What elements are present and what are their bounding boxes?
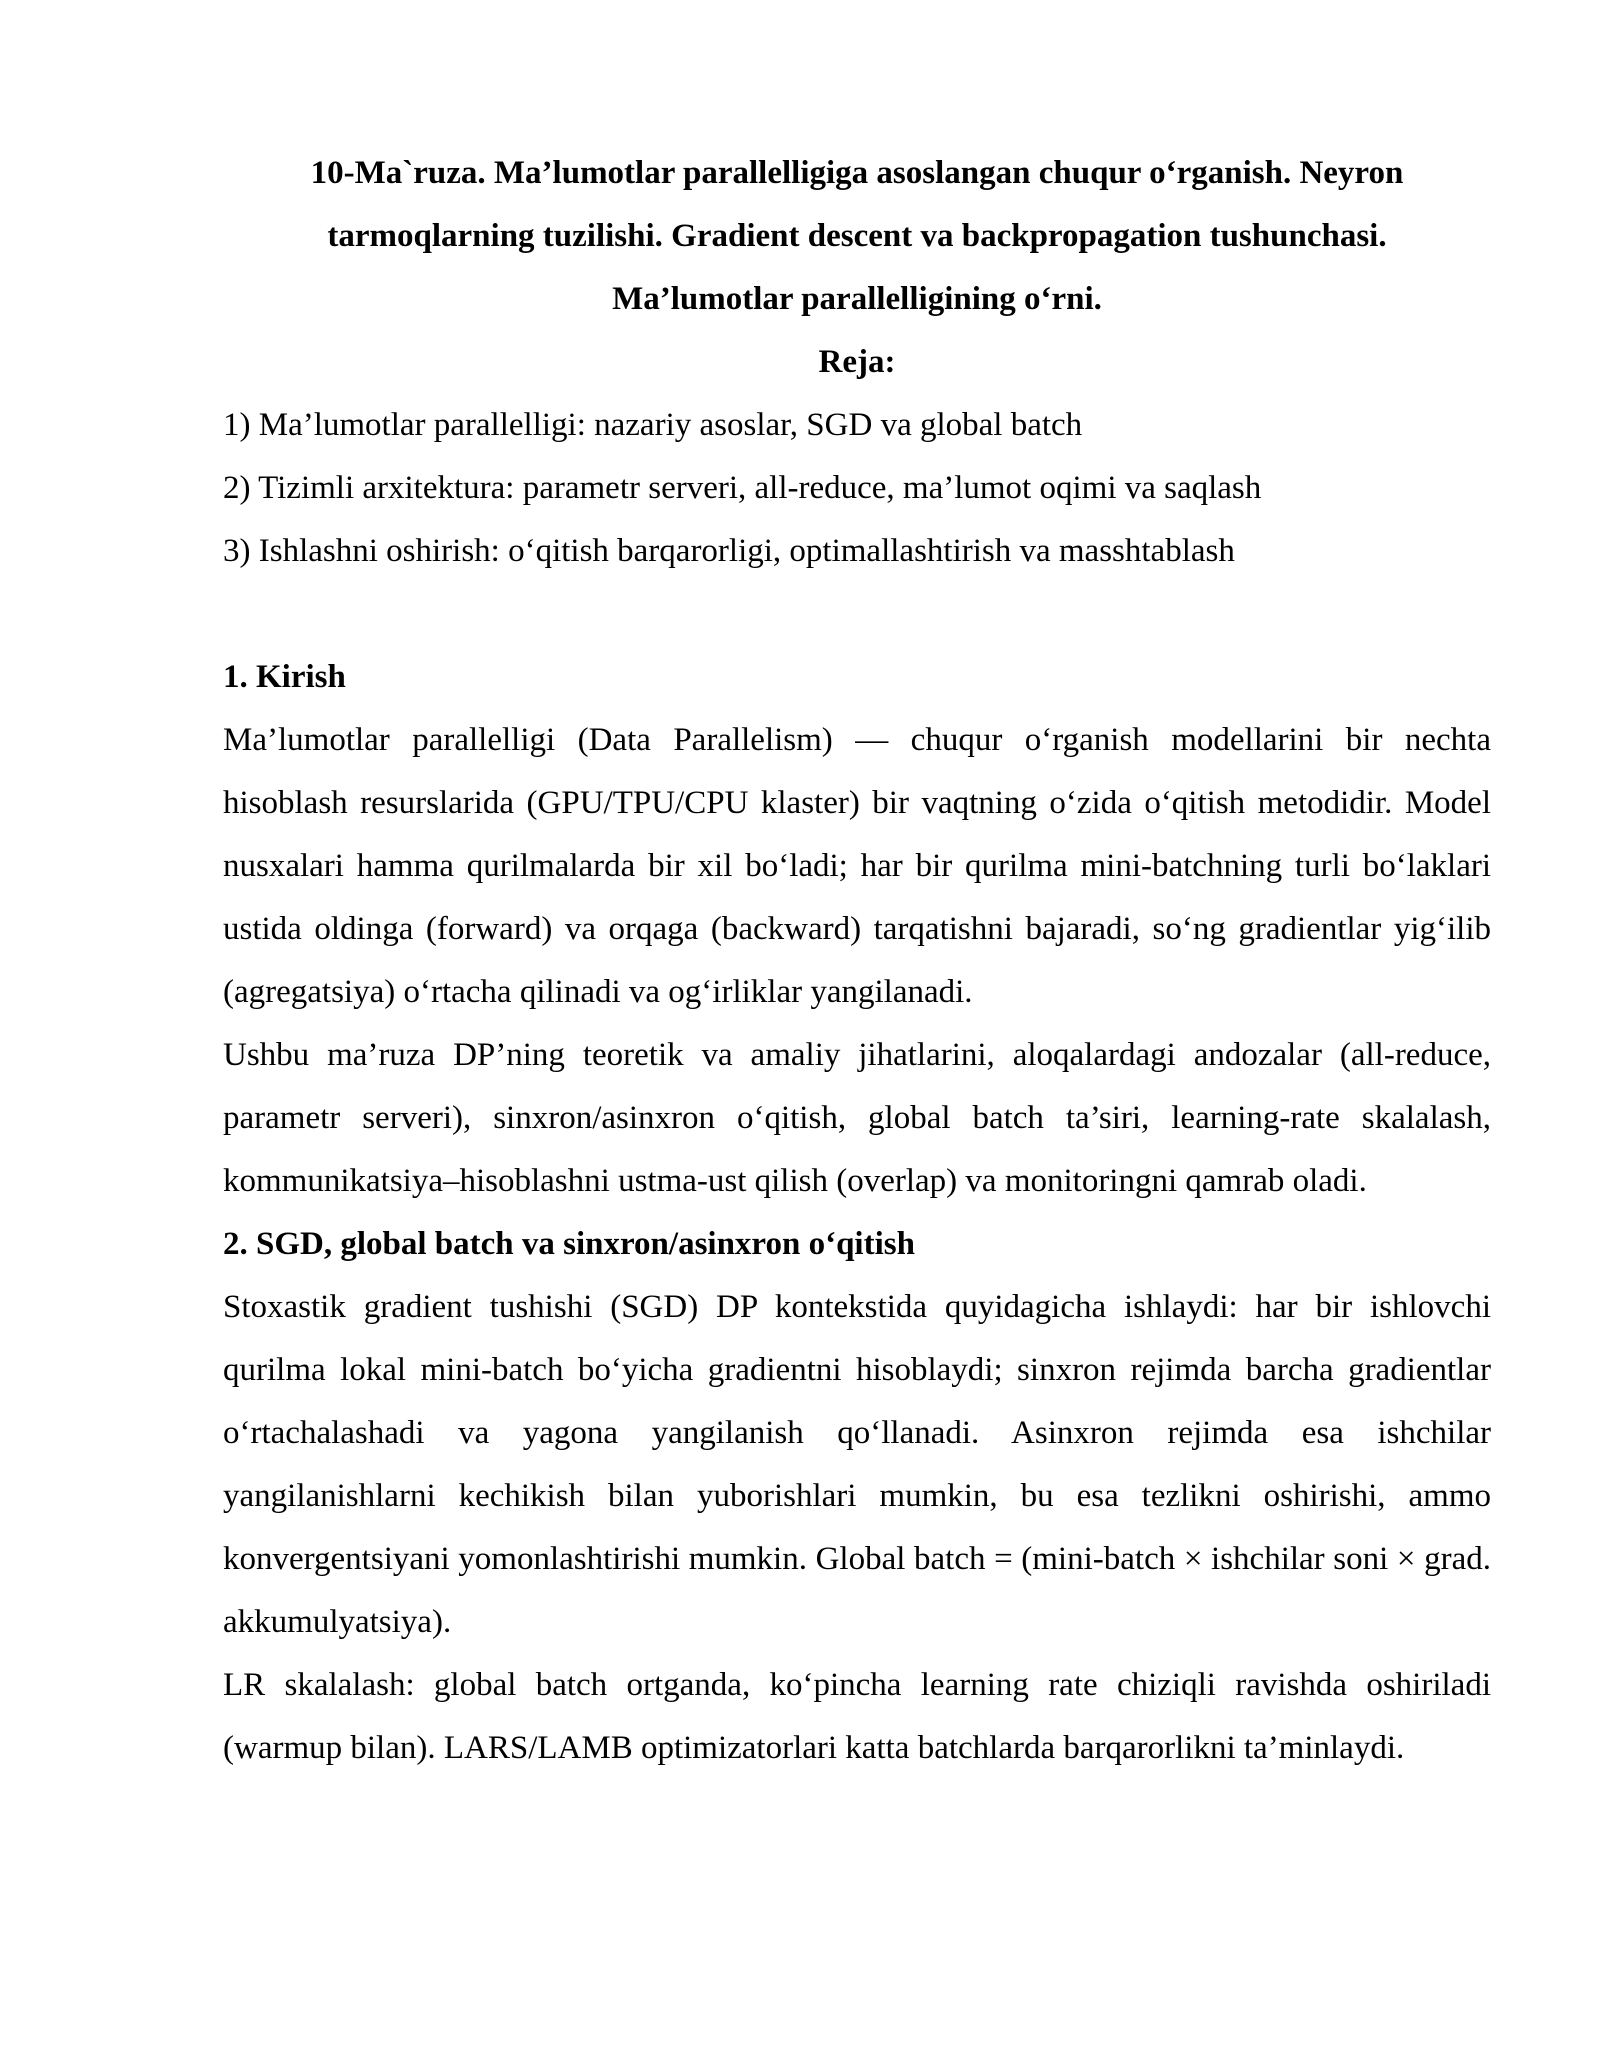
section-heading: 2. SGD, global batch va sinxron/asinxron o‘qitish bbox=[223, 1226, 915, 1262]
plan-item: 2) Tizimli arxitektura: parametr serveri, all-reduce, ma’lumot oqimi va saqlash bbox=[223, 470, 1262, 506]
paragraph: Ma’lumotlar parallelligi (Data Parallelism) — chuqur o‘rganish modellarini bir nechta hisoblash resurslarida (GPU/TPU/CPU klaster) bir vaqtning o‘zida o‘qitish metodidir. Model nusxalari hamma qurilmalarda bir xil bo‘ladi; har bir qurilma mini-batchning turli bo‘laklari ustida oldinga (forward) va orqaga (backward) tarqatishni bajaradi, so‘ng gradientlar yig‘ilib (agregatsiya) o‘rtacha qilinadi va og‘irliklar yangilanadi. bbox=[223, 722, 1491, 1010]
blank-line bbox=[223, 583, 1491, 646]
plan-item: 1) Ma’lumotlar parallelligi: nazariy asoslar, SGD va global batch bbox=[223, 407, 1083, 443]
plan-heading: Reja: bbox=[818, 344, 896, 380]
plan-list bbox=[223, 394, 1491, 583]
plan-item: 3) Ishlashni oshirish: o‘qitish barqarorligi, optimallashtirish va masshtablash bbox=[223, 533, 1235, 569]
document-page bbox=[223, 142, 1491, 1780]
title-line: 10-Ma`ruza. Ma’lumotlar parallelligiga asoslangan chuqur o‘rganish. Neyron bbox=[310, 155, 1404, 191]
lecture-title bbox=[223, 142, 1491, 331]
title-line: Ma’lumotlar parallelligining o‘rni. bbox=[612, 281, 1102, 317]
paragraph: LR skalalash: global batch ortganda, ko‘pincha learning rate chiziqli ravishda oshiriladi (warmup bilan). LARS/LAMB optimizatorlari katta batchlarda barqarorlikni ta’minlaydi. bbox=[223, 1667, 1491, 1766]
paragraph: Ushbu ma’ruza DP’ning teoretik va amaliy jihatlarini, aloqalardagi andozalar (all-reduce, parametr serveri), sinxron/asinxron o‘qitish, global batch ta’siri, learning-rate skalalash, kommunikatsiya–hisoblashni ustma-ust qilish (overlap) va monitoringni qamrab oladi. bbox=[223, 1037, 1491, 1199]
section-heading: 1. Kirish bbox=[223, 659, 346, 695]
title-line: tarmoqlarning tuzilishi. Gradient descent va backpropagation tushunchasi. bbox=[327, 218, 1387, 254]
paragraph: Stoxastik gradient tushishi (SGD) DP kontekstida quyidagicha ishlaydi: har bir ishlovchi qurilma lokal mini-batch bo‘yicha gradientni hisoblaydi; sinxron rejimda barcha gradientlar o‘rtachalashadi va yagona yangilanish qo‘llanadi. Asinxron rejimda esa ishchilar yangilanishlarni kechikish bilan yuborishlari mumkin, bu esa tezlikni oshirishi, ammo konvergentsiyani yomonlashtirishi mumkin. Global batch = (mini-batch × ishchilar soni × grad. akkumulyatsiya). bbox=[223, 1289, 1491, 1640]
